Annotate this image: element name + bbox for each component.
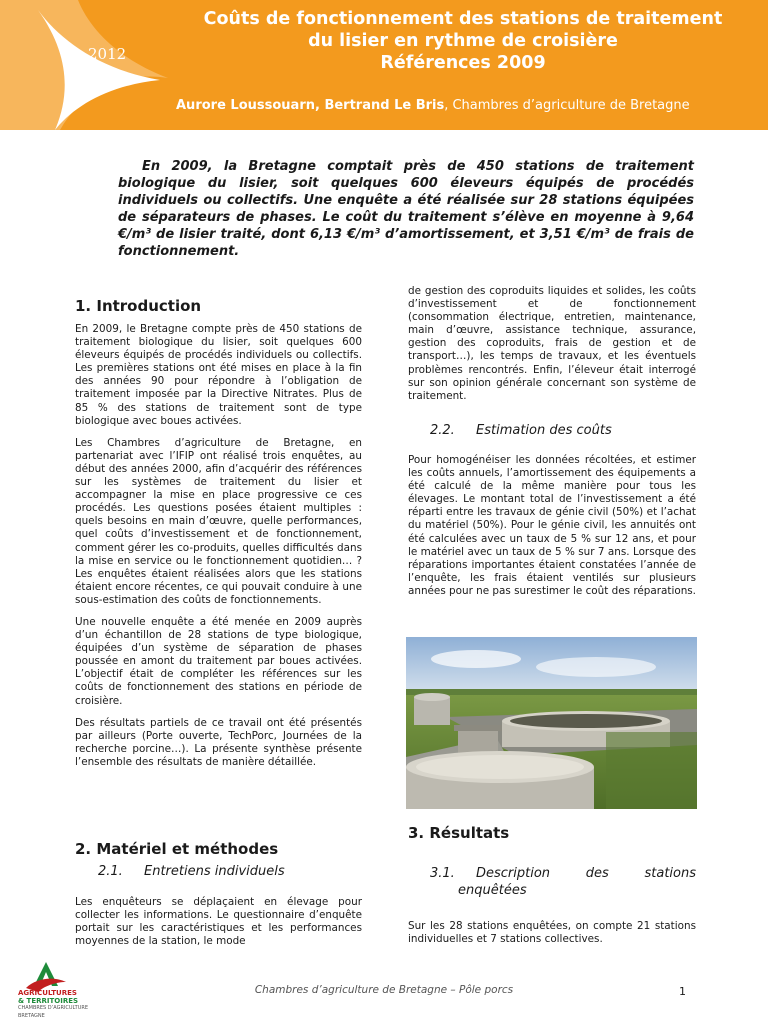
section-results-title: 3. Résultats	[408, 824, 510, 842]
logo-line-3: CHAMBRES D’AGRICULTURE	[18, 1005, 89, 1011]
subsection-2-1-text: Entretiens individuels	[144, 864, 285, 879]
subsection-2-2-text: Estimation des coûts	[476, 423, 612, 438]
title-line-1: Coûts de fonctionnement des stations de traitement	[203, 9, 723, 29]
footer-text: Chambres d’agriculture de Bretagne – Pôle porcs	[254, 984, 514, 996]
year-label: 2012	[88, 45, 127, 63]
subsection-2-2-paragraph: Pour homogénéiser les données récoltées, et estimer les coûts annuels, l’amortissement des équipements a été calculé de la même manière pour tous les élevages. Le montant total de l’investissement a été réparti entre les travaux de génie civil (50%) et l’achat du matériel (50%). Pour le génie civil, les annuités ont été calculées avec un taux de 5 % sur 12 ans, et pour le matériel avec un taux de 5 % sur 7 ans. Lorsque des réparations importantes étaient constatées l’année de l’enquête, les frais étaient ventilés sur plusieurs années pour ne pas surestimer le coût des réparations.	[408, 454, 696, 597]
page-number: 1	[679, 985, 686, 998]
authors-line	[176, 98, 690, 113]
subsection-3-1-title	[430, 866, 696, 881]
intro-paragraph: Des résultats partiels de ce travail ont été présentés par ailleurs (Porte ouverte, TechPorc, Journées de la recherche porcine…). La présente synthèse présente l’ensemble des résultats de manière détaillée.	[75, 716, 362, 768]
intro-paragraph: Les Chambres d’agriculture de Bretagne, en partenariat avec l’IFIP ont réalisé trois enquêtes, au début des années 2000, afin d’acquérir des références sur les systèmes de traitement du lisier et accompagner la mise en place progressive ce ces procédés. Les questions posées étaient multiples : quels besoins en main d’œuvre, quelle performances, quel coûts d’investissement et de fonctionnement, comment gérer les co-produits, quelles difficultés dans la mise en service ou le fonctionnement quotidien… ? Les enquêtes étaient réalisées alors que les stations étaient encore récentes, ce qui pouvait conduire à une sous-estimation des coûts de fonctionnements.	[75, 436, 362, 606]
subsection-2-2-title	[430, 423, 612, 438]
subsection-2-1-title	[98, 864, 285, 879]
subsection-3-1-text-line-1: Description des stations	[476, 866, 696, 881]
subsection-2-1-body	[75, 896, 362, 957]
introduction-body	[75, 323, 362, 778]
author-names: Aurore Loussouarn, Bertrand Le Bris	[176, 98, 445, 113]
intro-paragraph: Une nouvelle enquête a été menée en 2009 auprès d’un échantillon de 28 stations de type biologique, équipées d’un système de séparation de phases poussée en amont du traitement par boues activées. L’objectif était de compléter les références sur les coûts de fonctionnement des stations en période de croisière.	[75, 615, 362, 707]
author-affiliation: , Chambres d’agriculture de Bretagne	[444, 98, 690, 113]
header-banner	[0, 0, 768, 130]
intro-paragraph: En 2009, le Bretagne compte près de 450 stations de traitement biologique du lisier, soit quelques 600 éleveurs équipés de procédés individuels ou collectifs. Les premières stations ont été mises en place à la fin des années 90 pour répondre à l’obligation de traitement imposée par la Directive Nitrates. Plus de 85 % des stations de traitement sont de type biologique avec boues activées.	[75, 323, 362, 427]
document-title	[168, 8, 758, 74]
subsection-3-1-title-line-2: enquêtées	[458, 883, 527, 898]
title-line-2: du lisier en rythme de croisière	[308, 31, 618, 51]
subsection-3-1-paragraph: Sur les 28 stations enquêtées, on compte 21 stations individuelles et 7 stations collectives.	[408, 920, 696, 946]
methods-continued-body	[408, 285, 696, 412]
subsection-3-1-number: 3.1.	[430, 866, 455, 881]
subsection-2-2-body	[408, 454, 696, 607]
subsection-2-2-number: 2.2.	[430, 423, 455, 438]
methods-continued-paragraph: de gestion des coproduits liquides et solides, les coûts d’investissement et de fonctionnement (consommation électrique, entretien, maintenance, main d’œuvre, assistance technique, assurance, gestion des coproduits, frais de gestion et de transport…), les temps de travaux, et les éventuels problèmes rencontrés. Enfin, l’éleveur était interrogé sur son opinion générale concernant son système de traitement.	[408, 285, 696, 402]
section-introduction-title: 1. Introduction	[75, 297, 202, 315]
logo-line-2: & TERRITOIRES	[18, 996, 79, 1005]
subsection-2-1-number: 2.1.	[98, 864, 123, 879]
treatment-station-photo	[406, 637, 697, 809]
subsection-2-1-paragraph: Les enquêteurs se déplaçaient en élevage pour collecter les informations. Le questionnaire d’enquête portait sur les caractéristiques et les performances moyennes de la station, le mode	[75, 896, 362, 948]
logo-line-4: BRETAGNE	[18, 1012, 45, 1019]
logo-line-1: AGRICULTURES	[18, 989, 77, 997]
subsection-3-1-body	[408, 920, 696, 955]
abstract-text: En 2009, la Bretagne comptait près de 450 stations de traitement biologique du lisier, soit quelques 600 éleveurs équipés de procédés individuels ou collectifs. Une enquête a été réalisée sur 28 stations équipées de séparateurs de phases. Le coût du traitement s’élève en moyenne à 9,64 €/m³ de lisier traité, dont 6,13 €/m³ d’amortissement, et 3,51 €/m³ de frais de fonctionnement.	[118, 159, 694, 259]
abstract	[118, 158, 694, 260]
section-methods-title: 2. Matériel et méthodes	[75, 840, 279, 858]
title-line-3: Références 2009	[380, 53, 546, 73]
